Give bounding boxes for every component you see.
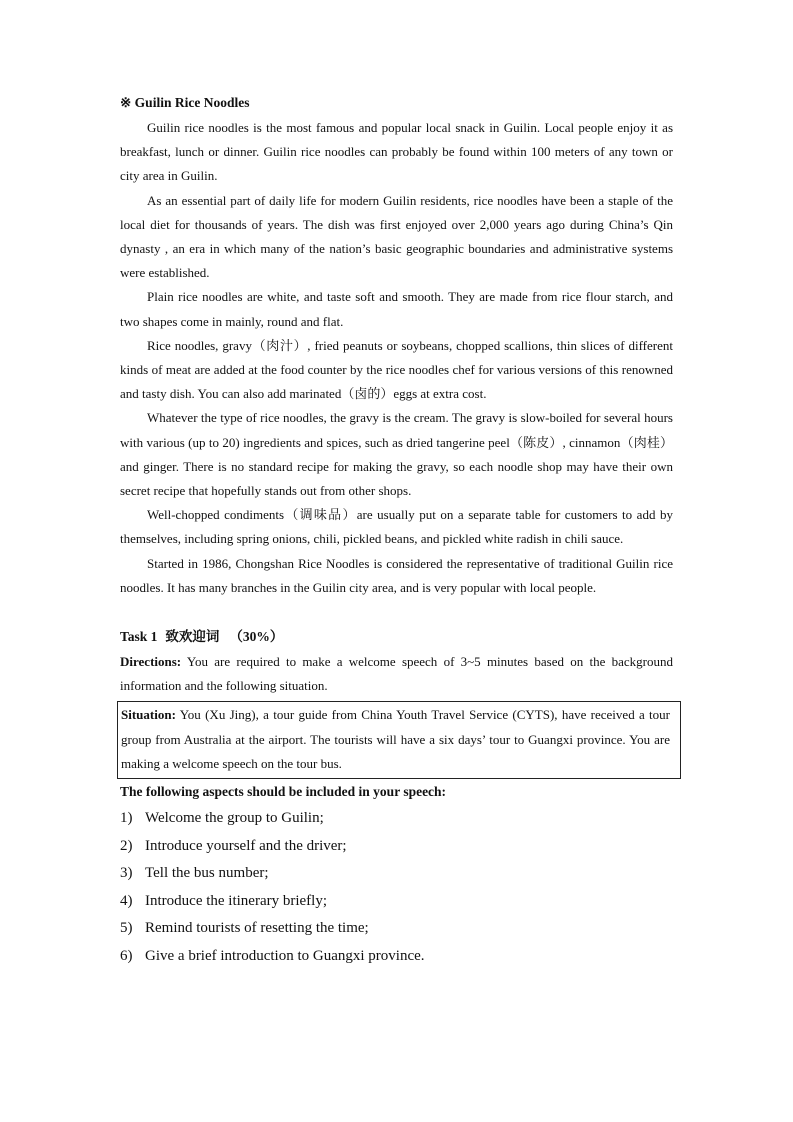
task-title bbox=[120, 626, 673, 648]
list-item-number: 1) bbox=[120, 810, 133, 827]
situation bbox=[118, 703, 670, 776]
list-item bbox=[120, 888, 673, 916]
list-item-text: Introduce yourself and the driver; bbox=[145, 837, 347, 854]
list-item-text: Give a brief introduction to Guangxi province. bbox=[145, 947, 425, 964]
paragraph: Rice noodles, gravy（肉汁）, fried peanuts or soybeans, chopped scallions, thin slices of different kinds of meat are added at the food counter by the rice noodles chef for various versions of this renowned and tasty dish. You can also add marinated（卤的）eggs at extra cost. bbox=[120, 337, 673, 402]
list-item bbox=[120, 860, 673, 888]
list-item bbox=[120, 943, 673, 971]
list-item bbox=[120, 805, 673, 833]
aspects-list bbox=[120, 805, 673, 970]
list-item-number: 4) bbox=[120, 892, 133, 909]
directions bbox=[120, 650, 673, 698]
paragraph: Started in 1986, Chongshan Rice Noodles is considered the representative of traditional Guilin rice noodles. It has many branches in the Guilin city area, and is very popular with local people. bbox=[120, 555, 673, 595]
task-label: Task 1 bbox=[120, 629, 158, 645]
situation-text: You (Xu Jing), a tour guide from China Youth Travel Service (CYTS), have received a tour group from Australia at the airport. The tourists will have a six days’ tour to Guangxi province. You are making a welcome speech on the tour bus. bbox=[121, 707, 670, 771]
document-page bbox=[120, 92, 673, 970]
paragraph: Well-chopped condiments（调味品）are usually put on a separate table for customers to add by themselves, including spring onions, chili, pickled beans, and pickled white radish in chili sauce. bbox=[120, 507, 673, 547]
list-item-number: 6) bbox=[120, 947, 133, 964]
list-item-text: Introduce the itinerary briefly; bbox=[145, 892, 328, 909]
paragraph: Whatever the type of rice noodles, the gravy is the cream. The gravy is slow-boiled for several hours with various (up to 20) ingredients and spices, such as dried tangerine peel（陈皮）, cinnamon（肉桂）and ginger. There is no standard recipe for making the gravy, so each noodle shop may have their own secret recipe that hopefully stands out from other shops. bbox=[120, 410, 673, 499]
situation-box bbox=[117, 701, 681, 779]
paragraph: Plain rice noodles are white, and taste soft and smooth. They are made from rice flour starch, and two shapes come in mainly, round and flat. bbox=[120, 289, 673, 329]
list-item-text: Welcome the group to Guilin; bbox=[145, 810, 324, 827]
list-item-number: 2) bbox=[120, 837, 133, 854]
task-title-cn: 致欢迎词 bbox=[165, 629, 220, 645]
task-weight: （30%） bbox=[229, 629, 284, 645]
aspects-title: The following aspects should be included in your speech: bbox=[120, 784, 447, 800]
list-item-text: Tell the bus number; bbox=[145, 865, 269, 882]
list-item-number: 3) bbox=[120, 865, 133, 882]
list-item-text: Remind tourists of resetting the time; bbox=[145, 920, 369, 937]
directions-label: Directions: bbox=[120, 654, 182, 670]
situation-label: Situation: bbox=[121, 707, 176, 723]
list-item-number: 5) bbox=[120, 920, 133, 937]
section-heading: ※ Guilin Rice Noodles bbox=[120, 95, 250, 110]
list-item bbox=[120, 915, 673, 943]
paragraph: Guilin rice noodles is the most famous and popular local snack in Guilin. Local people enjoy it as breakfast, lunch or dinner. Guilin rice noodles can probably be found within 100 meters of any town or city area in Guilin. bbox=[120, 120, 673, 184]
paragraph: As an essential part of daily life for modern Guilin residents, rice noodles have been a staple of the local diet for thousands of years. The dish was first enjoyed over 2,000 years ago during China’s Qin dynasty , an era in which many of the nation’s basic geographic boundaries and administrative systems were established. bbox=[120, 192, 673, 281]
list-item bbox=[120, 833, 673, 861]
directions-text: You are required to make a welcome speech of 3~5 minutes based on the background information and the following situation. bbox=[120, 654, 673, 694]
